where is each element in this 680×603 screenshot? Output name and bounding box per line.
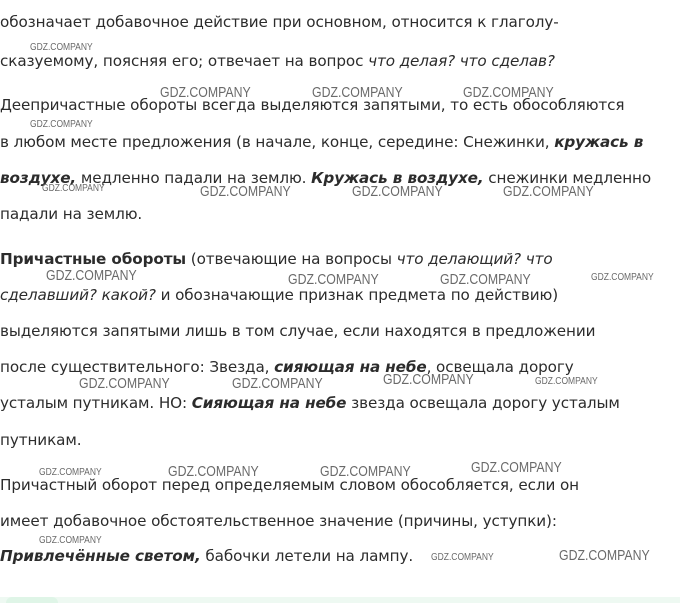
bottom-tab-edge [6,597,58,603]
watermark: GDZ.COMPANY [440,271,531,288]
watermark: GDZ.COMPANY [535,376,598,387]
watermark: GDZ.COMPANY [79,375,170,392]
text-line [0,547,413,565]
text-line [0,205,142,223]
text-line [0,358,574,376]
watermark: GDZ.COMPANY [232,375,323,392]
watermark: GDZ.COMPANY [30,42,93,53]
watermark: GDZ.COMPANY [431,552,494,563]
text-run: снежинки медленно [483,169,652,187]
text-run: медленно падали на землю. [76,169,312,187]
text-run: имеет добавочное обстоятельственное значение (причины, уступки): [0,512,557,530]
text-line [0,250,553,268]
text-line [0,512,557,530]
text-line [0,431,81,449]
text-line [0,322,595,340]
bottom-panel-edge [0,597,680,603]
text-line [0,286,558,304]
text-run: и обозначающие признак предмета по действию) [155,286,559,304]
watermark: GDZ.COMPANY [312,84,403,101]
text-run: Деепричастные обороты всегда выделяются запятыми, то есть обособляются [0,96,625,114]
watermark: GDZ.COMPANY [471,459,562,476]
text-run: путникам. [0,431,82,449]
watermark: GDZ.COMPANY [591,272,654,283]
text-run: усталым путникам. НО: [0,394,192,412]
watermark: GDZ.COMPANY [352,183,443,200]
watermark: GDZ.COMPANY [168,463,259,480]
text-run: сказуемому, поясняя его; отвечает на вопрос [0,52,369,70]
emphasized-text: Сияющая на небе [191,394,347,412]
emphasized-text: сделавший? какой? [0,286,156,304]
watermark: GDZ.COMPANY [39,535,102,546]
emphasized-text: что делающий? что [396,250,553,268]
watermark: GDZ.COMPANY [160,84,251,101]
watermark: GDZ.COMPANY [46,267,137,284]
text-run: падали на землю. [0,205,143,223]
text-line [0,394,620,412]
text-run: выделяются запятыми лишь в том случае, если находятся в предложении [0,322,596,340]
text-line [0,13,559,31]
text-run: (отвечающие на вопросы [186,250,397,268]
text-run: , освещала дорогу [426,358,574,376]
watermark: GDZ.COMPANY [30,119,93,130]
watermark: GDZ.COMPANY [559,547,650,564]
text-run: обозначает добавочное действие при основном, относится к глаголу- [0,13,559,31]
watermark: GDZ.COMPANY [39,467,102,478]
emphasized-text: воздухе, [0,169,77,187]
watermark: GDZ.COMPANY [463,84,554,101]
text-run: звезда освещала дорогу усталым [346,394,620,412]
emphasized-text: Привлечённые светом, [0,547,201,565]
text-line [0,133,643,151]
text-run: в любом месте предложения (в начале, конце, середине: Снежинки, [0,133,555,151]
watermark: GDZ.COMPANY [503,183,594,200]
text-run: после существительного: Звезда, [0,358,275,376]
watermark: GDZ.COMPANY [200,183,291,200]
emphasized-text: что делая? что сделав? [368,52,555,70]
emphasized-text: Кружась в воздухе, [311,169,484,187]
text-line [0,476,579,494]
emphasized-text: кружась в [554,133,644,151]
text-run: Причастный оборот перед определяемым словом обособляется, если он [0,476,579,494]
watermark: GDZ.COMPANY [288,271,379,288]
watermark: GDZ.COMPANY [42,183,105,194]
watermark: GDZ.COMPANY [383,371,474,388]
emphasized-text: сияющая на небе [274,358,427,376]
watermark: GDZ.COMPANY [320,463,411,480]
text-run: бабочки летели на лампу. [200,547,414,565]
emphasized-text: Причастные обороты [0,250,187,268]
text-line [0,52,555,70]
